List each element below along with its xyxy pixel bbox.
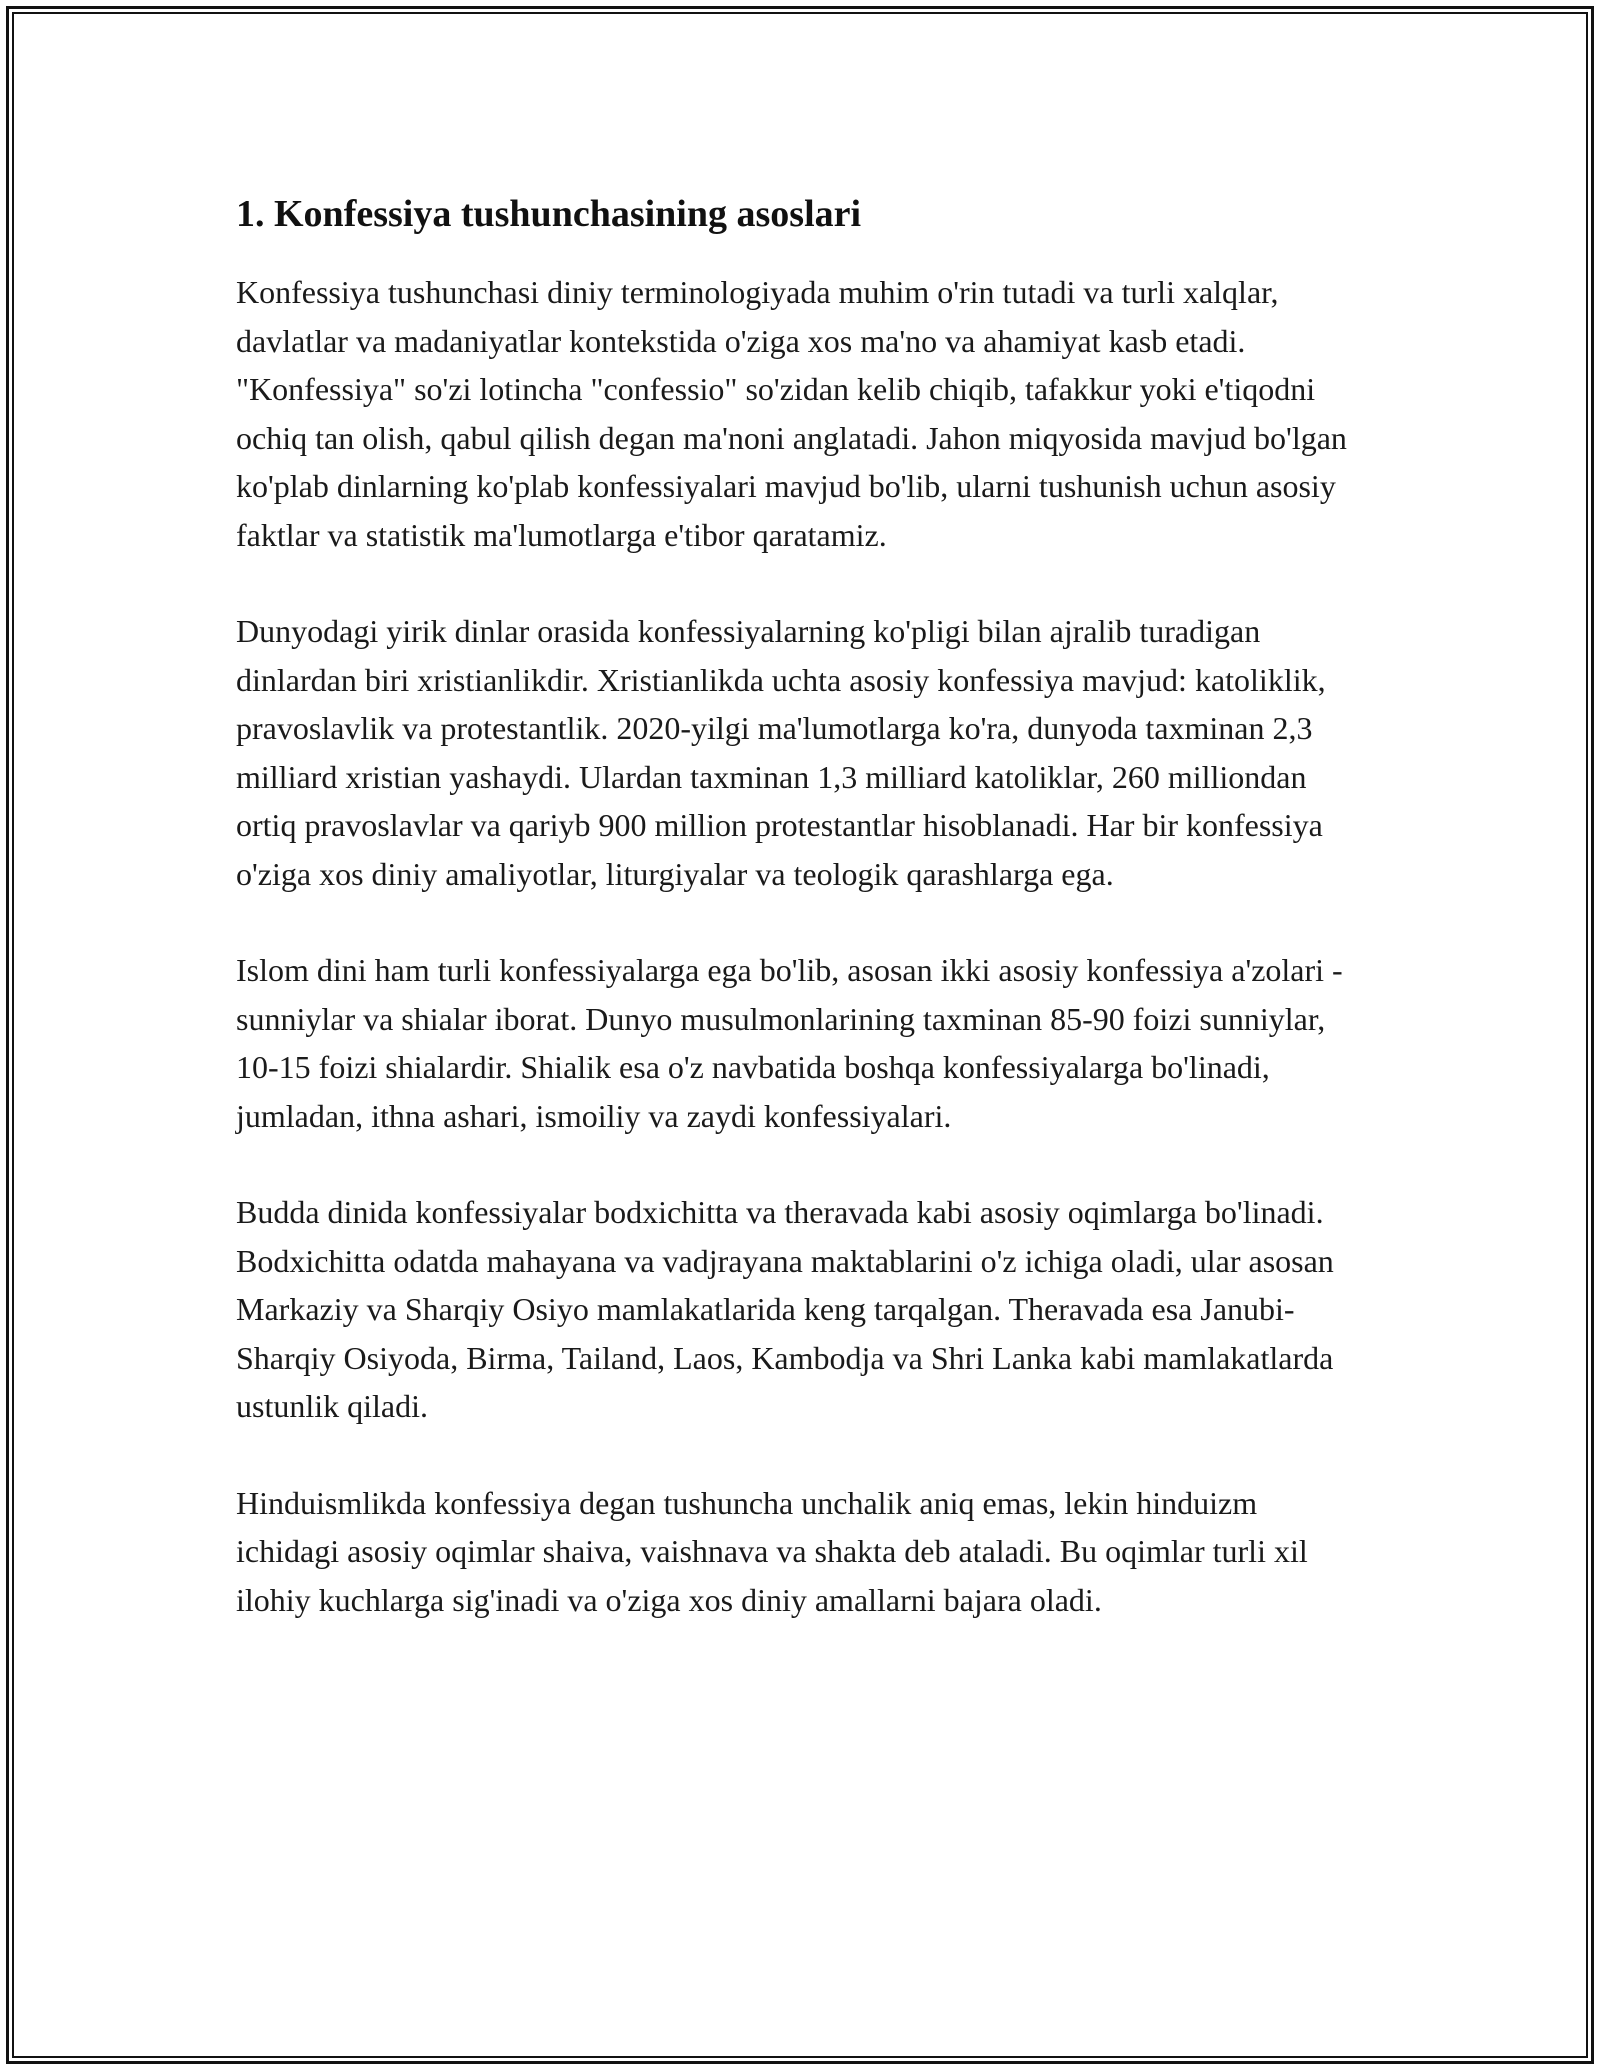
paragraph-hinduism: Hinduismlikda konfessiya degan tushuncha unchalik aniq emas, lekin hinduizm ichidagi asosiy oqimlar shaiva, vaishnava va shakta deb ataladi. Bu oqimlar turli xil ilohiy kuchlarga sig'inadi va o'ziga xos diniy amallarni bajara oladi. [236,1484,1308,1618]
paragraph-islam: Islom dini ham turli konfessiyalarga ega bo'lib, asosan ikki asosiy konfessiya a'zolari - sunniylar va shialar iborat. Dunyo musulmonlarining taxminan 85-90 foizi sunniylar, 10-15 foizi shialardir. Shialik esa o'z navbatida boshqa konfessiyalarga bo'linadi, jumladan, ithna ashari, ismoiliy va zaydi konfessiyalari. [236,952,1343,1134]
document-body [236,188,1366,1672]
paragraph-konfessiya-definition: Konfessiya tushunchasi diniy terminologiyada muhim o'rin tutadi va turli xalqlar, davlatlar va madaniyatlar kontekstida o'ziga xos ma'no va ahamiyat kasb etadi. "Konfessiya" so'zi lotincha "confessio" so'zidan kelib chiqib, tafakkur yoki e'tiqodni ochiq tan olish, qabul qilish degan ma'noni anglatadi. Jahon miqyosida mavjud bo'lgan ko'plab dinlarning ko'plab konfessiyalari mavjud bo'lib, ularni tushunish uchun asosiy faktlar va statistik ma'lumotlarga e'tibor qaratamiz. [236,274,1347,553]
paragraph-buddhism: Budda dinida konfessiyalar bodxichitta va theravada kabi asosiy oqimlarga bo'linadi. Bodxichitta odatda mahayana va vadjrayana maktablarini o'z ichiga oladi, ular asosan Markaziy va Sharqiy Osiyo mamlakatlarida keng tarqalgan. Theravada esa Janubi-Sharqiy Osiyoda, Birma, Tailand, Laos, Kambodja va Shri Lanka kabi mamlakatlarda ustunlik qiladi. [236,1194,1334,1424]
section-heading: 1. Konfessiya tushunchasining asoslari [236,193,862,235]
paragraph-christianity: Dunyodagi yirik dinlar orasida konfessiyalarning ko'pligi bilan ajralib turadigan dinlardan biri xristianlikdir. Xristianlikda uchta asosiy konfessiya mavjud: katoliklik, pravoslavlik va protestantlik. 2020-yilgi ma'lumotlarga ko'ra, dunyoda taxminan 2,3 milliard xristian yashaydi. Ulardan taxminan 1,3 milliard katoliklar, 260 milliondan ortiq pravoslavlar va qariyb 900 million protestantlar hisoblanadi. Har bir konfessiya o'ziga xos diniy amaliyotlar, liturgiyalar va teologik qarashlarga ega. [236,613,1326,892]
